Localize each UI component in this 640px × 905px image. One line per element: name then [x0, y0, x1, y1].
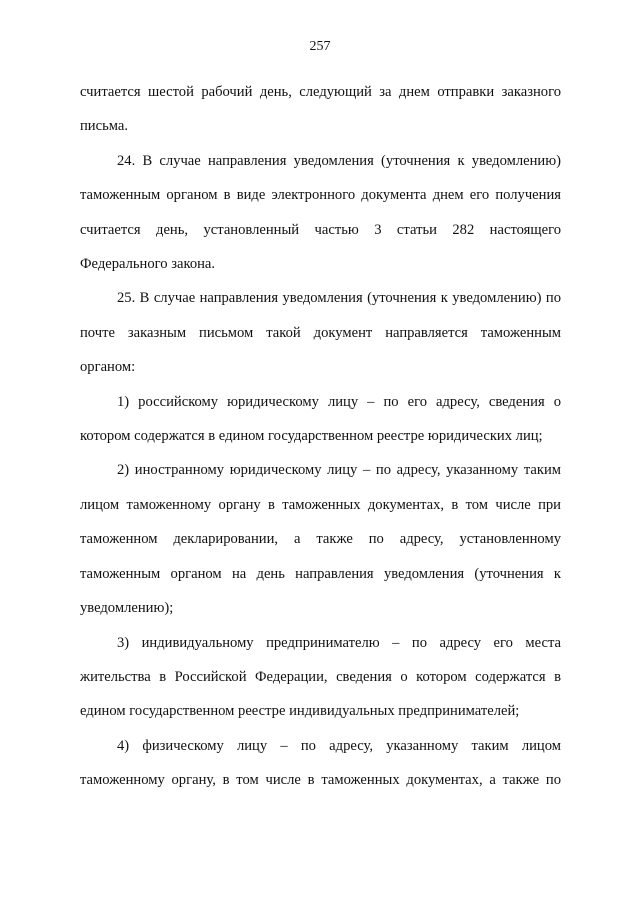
list-item-1: 1) российскому юридическому лицу – по его адресу, сведения о котором содержатся в едином государственном реестре юридических лиц;: [80, 393, 561, 445]
document-body: [80, 75, 561, 798]
list-item-2: 2) иностранному юридическому лицу – по адресу, указанному таким лицом таможенному органу в таможенных документах, в том числе при таможенном декларировании, а также по адресу, установленному таможенным органом на день направления уведомления (уточнения к уведомлению);: [80, 462, 561, 617]
paragraph-item-25: 25. В случае направления уведомления (уточнения к уведомлению) по почте заказным письмом такой документ направляется таможенным органом:: [80, 290, 561, 376]
paragraph-continuation: считается шестой рабочий день, следующий за днем отправки заказного письма.: [80, 84, 561, 135]
paragraph-item-24: 24. В случае направления уведомления (уточнения к уведомлению) таможенным органом в виде электронного документа днем его получения считается день, установленный частью 3 статьи 282 настоящего Федерального закона.: [80, 152, 561, 273]
page-number: 257: [309, 39, 331, 54]
list-item-3: 3) индивидуальному предпринимателю – по адресу его места жительства в Российской Федерации, сведения о котором содержатся в едином государственном реестре индивидуальных предпринимателей;: [80, 634, 561, 720]
list-item-4: 4) физическому лицу – по адресу, указанному таким лицом таможенному органу, в том числе в таможенных документах, а также по: [80, 737, 561, 789]
